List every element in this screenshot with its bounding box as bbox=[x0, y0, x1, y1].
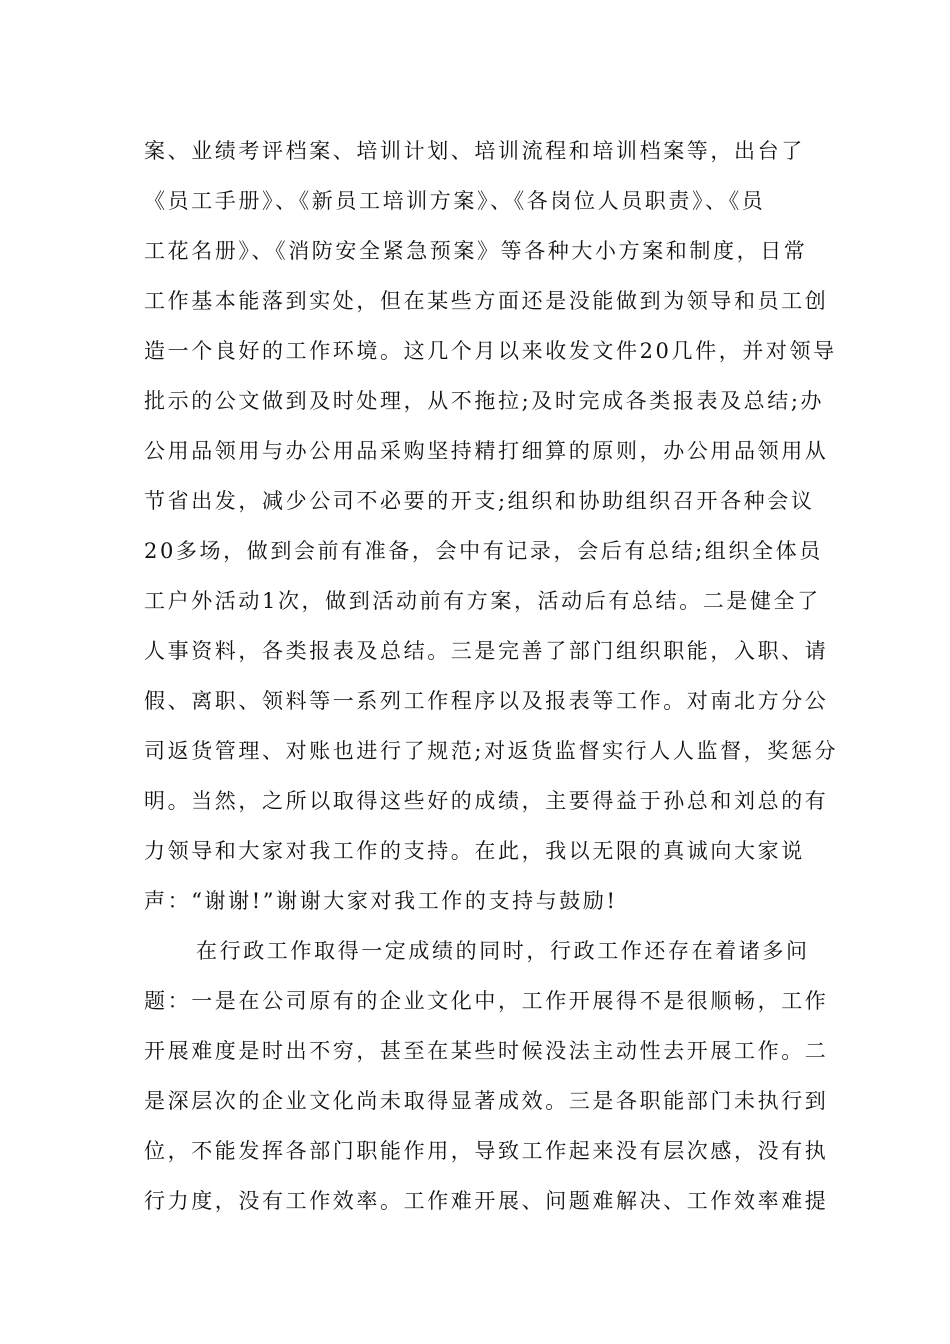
text-line: 工作基本能落到实处，但在某些方面还是没能做到为领导和员工创 bbox=[144, 289, 829, 313]
text-line: 声：“谢谢!”谢谢大家对我工作的支持与鼓励! bbox=[144, 889, 618, 913]
text-line: 《员工手册》、《新员工培训方案》、《各岗位人员职责》、《员 bbox=[144, 189, 766, 213]
text-line: 假、离职、领料等一系列工作程序以及报表等工作。对南北方分公 bbox=[144, 689, 829, 713]
text-line: 开展难度是时出不穷，甚至在某些时候没法主动性去开展工作。二 bbox=[144, 1039, 829, 1063]
text-line: 司返货管理、对账也进行了规范;对返货监督实行人人监督，奖惩分 bbox=[144, 739, 839, 763]
text-line: 工花名册》、《消防安全紧急预案》等各种大小方案和制度，日常 bbox=[144, 239, 808, 263]
text-line: 公用品领用与办公用品采购坚持精打细算的原则，办公用品领用从 bbox=[144, 439, 829, 463]
text-line: 力领导和大家对我工作的支持。在此，我以无限的真诚向大家说 bbox=[144, 839, 805, 863]
text-line: 节省出发，减少公司不必要的开支;组织和协助组织召开各种会议 bbox=[144, 489, 815, 513]
text-line: 20多场，做到会前有准备，会中有记录，会后有总结;组织全体员 bbox=[144, 539, 823, 563]
text-line: 行力度，没有工作效率。工作难开展、问题难解决、工作效率难提 bbox=[144, 1189, 829, 1213]
text-line: 造一个良好的工作环境。这几个月以来收发文件20几件，并对领导 bbox=[144, 339, 837, 363]
text-line: 人事资料，各类报表及总结。三是完善了部门组织职能，入职、请 bbox=[144, 639, 829, 663]
text-line: 批示的公文做到及时处理，从不拖拉;及时完成各类报表及总结;办 bbox=[144, 389, 825, 413]
text-line: 工户外活动1次，做到活动前有方案，活动后有总结。二是健全了 bbox=[144, 589, 821, 613]
text-line: 案、业绩考评档案、培训计划、培训流程和培训档案等，出台了 bbox=[144, 139, 805, 163]
text-line: 题：一是在公司原有的企业文化中，工作开展得不是很顺畅，工作 bbox=[144, 989, 829, 1013]
text-line: 是深层次的企业文化尚未取得显著成效。三是各职能部门未执行到 bbox=[144, 1089, 829, 1113]
paragraph-first-line: 在行政工作取得一定成绩的同时，行政工作还存在着诸多问 bbox=[196, 939, 810, 963]
text-line: 明。当然，之所以取得这些好的成绩，主要得益于孙总和刘总的有 bbox=[144, 789, 829, 813]
text-line: 位，不能发挥各部门职能作用，导致工作起来没有层次感，没有执 bbox=[144, 1139, 829, 1163]
